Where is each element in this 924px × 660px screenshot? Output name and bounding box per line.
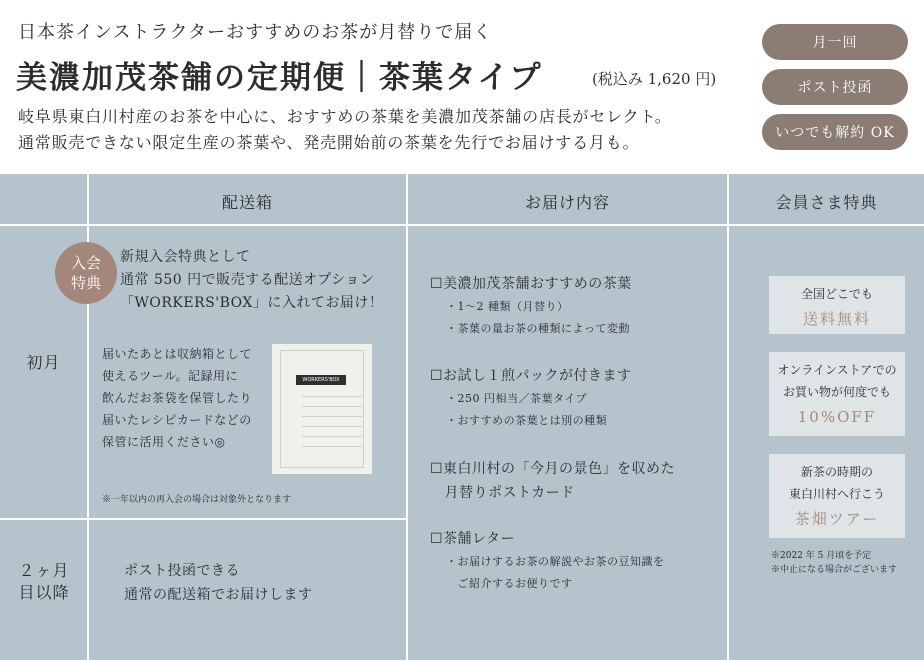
header-member-perks: 会員さま特典 [775,193,878,212]
perk-caption: 全国どこでも [800,287,873,301]
perk-caption: 新茶の時期の [800,465,873,479]
pill-monthly: 月一回 [762,24,908,60]
perk-highlight: 10%OFF [797,408,877,426]
box-frame [280,350,364,468]
usage-line: 届いたあとは収納箱として [102,347,253,361]
box-usage-text [102,343,252,453]
content-detail: ・お届けするお茶の解説やお茶の豆知識を [446,555,665,568]
perk-caption: オンラインストアでの [777,363,897,377]
divider [0,518,408,520]
perk-discount [769,352,905,436]
content-detail: ご紹介するお便りです [446,577,573,590]
intro-line: 新規入会特典として [120,249,251,265]
box-rule [302,446,362,447]
description [18,104,672,156]
description-line: 通常販売できない限定生産の茶葉や、発売開始前の茶葉を先行でお届けする月も。 [18,133,640,152]
row-first-month: 初月 [26,353,61,372]
new-member-badge [55,242,117,304]
header-contents: お届け内容 [524,193,610,212]
price: (税込み 1,620 円) [592,70,717,88]
header-delivery-box: 配送箱 [221,193,273,212]
badge-line: 特典 [70,274,101,292]
content-detail: ・250 円相当／茶葉タイプ [446,392,587,405]
perk-tea-field-tour [769,454,905,538]
description-line: 岐阜県東白川村産のお茶を中心に、おすすめの茶葉を美濃加茂茶舗の店長がセレクト。 [18,107,672,126]
divider [0,224,924,226]
page-title: 美濃加茂茶舗の定期便｜茶葉タイプ [16,60,543,96]
content-detail: ・おすすめの茶葉とは別の種類 [446,414,608,427]
content-item-postcard [430,457,675,505]
usage-line: 飲んだお茶袋を保管したり [102,391,253,405]
tour-notes [771,549,897,577]
content-title: ☐東白川村の「今月の景色」を収めた [430,461,676,477]
content-title: ☐茶舗レター [430,531,515,547]
row-second-month-onward: ２ヶ月目以降 [18,561,70,602]
subtitle: 日本茶インストラクターおすすめのお茶が月替りで届く [18,22,493,43]
content-title: ☐美濃加茂茶舗おすすめの茶葉 [430,276,632,292]
perk-highlight: 送料無料 [802,310,871,328]
tour-note: ※中止になる場合がございます [771,565,898,575]
content-detail: ・茶葉の量お茶の種類によって変動 [446,322,630,335]
usage-line: 届いたレシピカードなどの [102,413,252,427]
regular-box-line: ポスト投函できる [124,563,240,579]
regular-box-line: 通常の配送箱でお届けします [124,587,313,603]
content-title: 月替りポストカード [430,485,575,501]
perk-free-shipping [769,276,905,334]
box-rule [302,416,362,417]
header [0,0,924,174]
perk-caption: 東白川村へ行こう [788,487,885,501]
intro-line: 通常 550 円で販売する配送オプション [120,272,375,288]
usage-line: 保管に活用ください◎ [102,435,226,449]
perk-caption: お買い物が何度でも [782,385,891,399]
box-rule [302,406,362,407]
content-item-letter [430,527,665,595]
workers-box-image [272,344,372,474]
regular-box-text [124,559,313,607]
feature-pills [762,24,908,159]
pill-mailbox: ポスト投函 [762,69,908,105]
intro-line: 「WORKERS'BOX」に入れてお届け！ [120,295,384,311]
usage-line: 使えるツール。記録用に [102,369,239,383]
box-rule [302,396,362,397]
box-logo: WORKERS'BOX [296,375,346,385]
content-item-tea [430,272,632,340]
plan-table [0,174,924,660]
new-member-intro [120,246,383,315]
box-rule [302,436,362,437]
reentry-note: ※一年以内の再入会の場合は対象外となります [102,495,292,505]
box-rule [302,426,362,427]
content-item-trial-pack [430,364,632,432]
badge-line: 入会 [70,254,101,272]
divider [727,174,729,660]
tour-note: ※2022 年 5 月頃を予定 [771,551,872,561]
perk-highlight: 茶畑ツアー [794,510,880,528]
pill-cancel-anytime: いつでも解約 OK [762,114,908,150]
divider [406,174,408,660]
content-detail: ・1〜2 種類（月替り） [446,300,569,313]
content-title: ☐お試し１煎パックが付きます [430,368,632,384]
